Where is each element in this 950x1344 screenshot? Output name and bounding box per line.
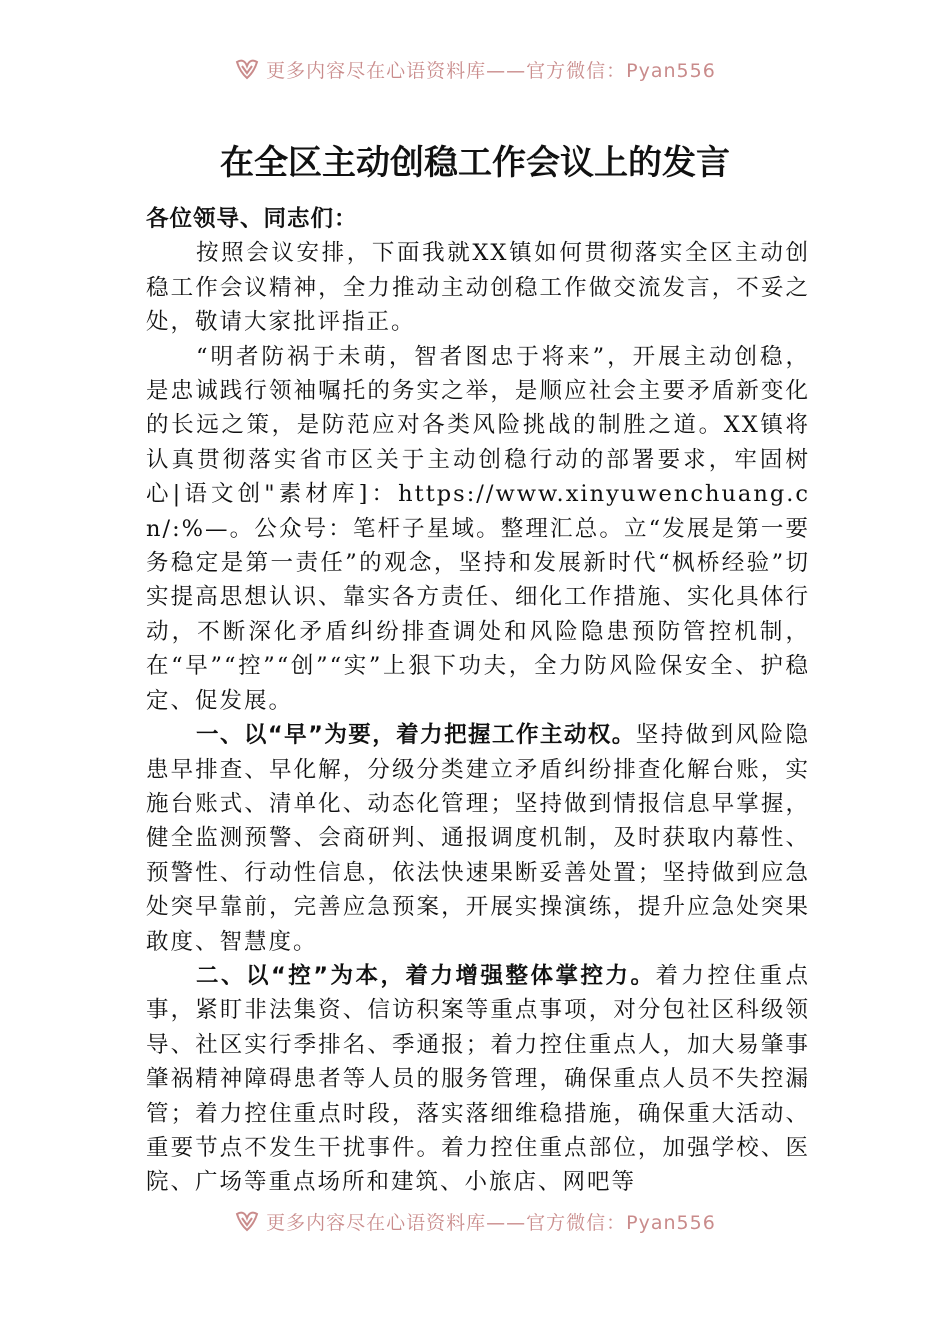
paragraph-overview: “明者防祸于未萌，智者图忠于将来”，开展主动创稳，是忠诚践行领袖嘱托的务实之举，是顺应社会主要矛盾新变化的长远之策，是防范应对各类风险挑战的制胜之道。XX镇将认真贯彻落实省市区关于主动创稳行动的部署要求，牢固树心|语文创"素材库]：https://www.xinyuwenchuang.cn/:%—。公众号：笔杆子星域。整理汇总。立“发展是第一要务稳定是第一责任”的观念，坚持和发展新时代“枫桥经验”切实提高思想认识、靠实各方责任、细化工作措施、实化具体行动，不断深化矛盾纠纷排查调处和风险隐患预防管控机制，在“早”“控”“创”“实”上狠下功夫，全力防风险保安全、护稳定、促发展。	[146, 343, 810, 714]
section-heading-1: 一、以“早”为要，着力把握工作主动权。	[196, 722, 636, 749]
paragraph-intro: 按照会议安排，下面我就XX镇如何贯彻落实全区主动创稳工作会议精神，全力推动主动创稳工作做交流发言，不妥之处，敬请大家批评指正。	[146, 240, 810, 336]
section-text-2: 着力控住重点事，紧盯非法集资、信访积案等重点事项，对分包社区科级领导、社区实行季排名、季通报；着力控住重点人，加大易肇事肇祸精神障碍患者等人员的服务管理，确保重点人员不失控漏管；着力控住重点时段，落实落细维稳措施，确保重大活动、重要节点不发生干扰事件。着力控住重点部位，加强学校、医院、广场等重点场所和建筑、小旅店、网吧等	[146, 962, 810, 1196]
watermark-header	[0, 54, 950, 84]
section-text-1: 坚持做到风险隐患早排查、早化解，分级分类建立矛盾纠纷排查化解台账，实施台账式、清单化、动态化管理；坚持做到情报信息早掌握，健全监测预警、会商研判、通报调度机制，及时获取内幕性、预警性、行动性信息，依法快速果断妥善处置；坚持做到应急处突早靠前，完善应急预案，开展实操演练，提升应急处突果敢度、智慧度。	[146, 722, 810, 955]
paragraph-section-2	[146, 959, 810, 1200]
watermark-text: 更多内容尽在心语资料库——官方微信：Pyan556	[266, 59, 716, 82]
section-heading-2: 二、以“控”为本，着力增强整体掌控力。	[196, 962, 656, 989]
document-title: 在全区主动创稳工作会议上的发言	[220, 143, 730, 183]
document-body	[146, 202, 810, 1200]
watermark-text: 更多内容尽在心语资料库——官方微信：Pyan556	[266, 1211, 716, 1234]
watermark-footer	[0, 1206, 950, 1236]
watermark-logo-icon	[234, 58, 260, 80]
salutation: 各位领导、同志们：	[146, 206, 358, 232]
paragraph-section-1	[146, 718, 810, 959]
watermark-logo-icon	[234, 1210, 260, 1232]
